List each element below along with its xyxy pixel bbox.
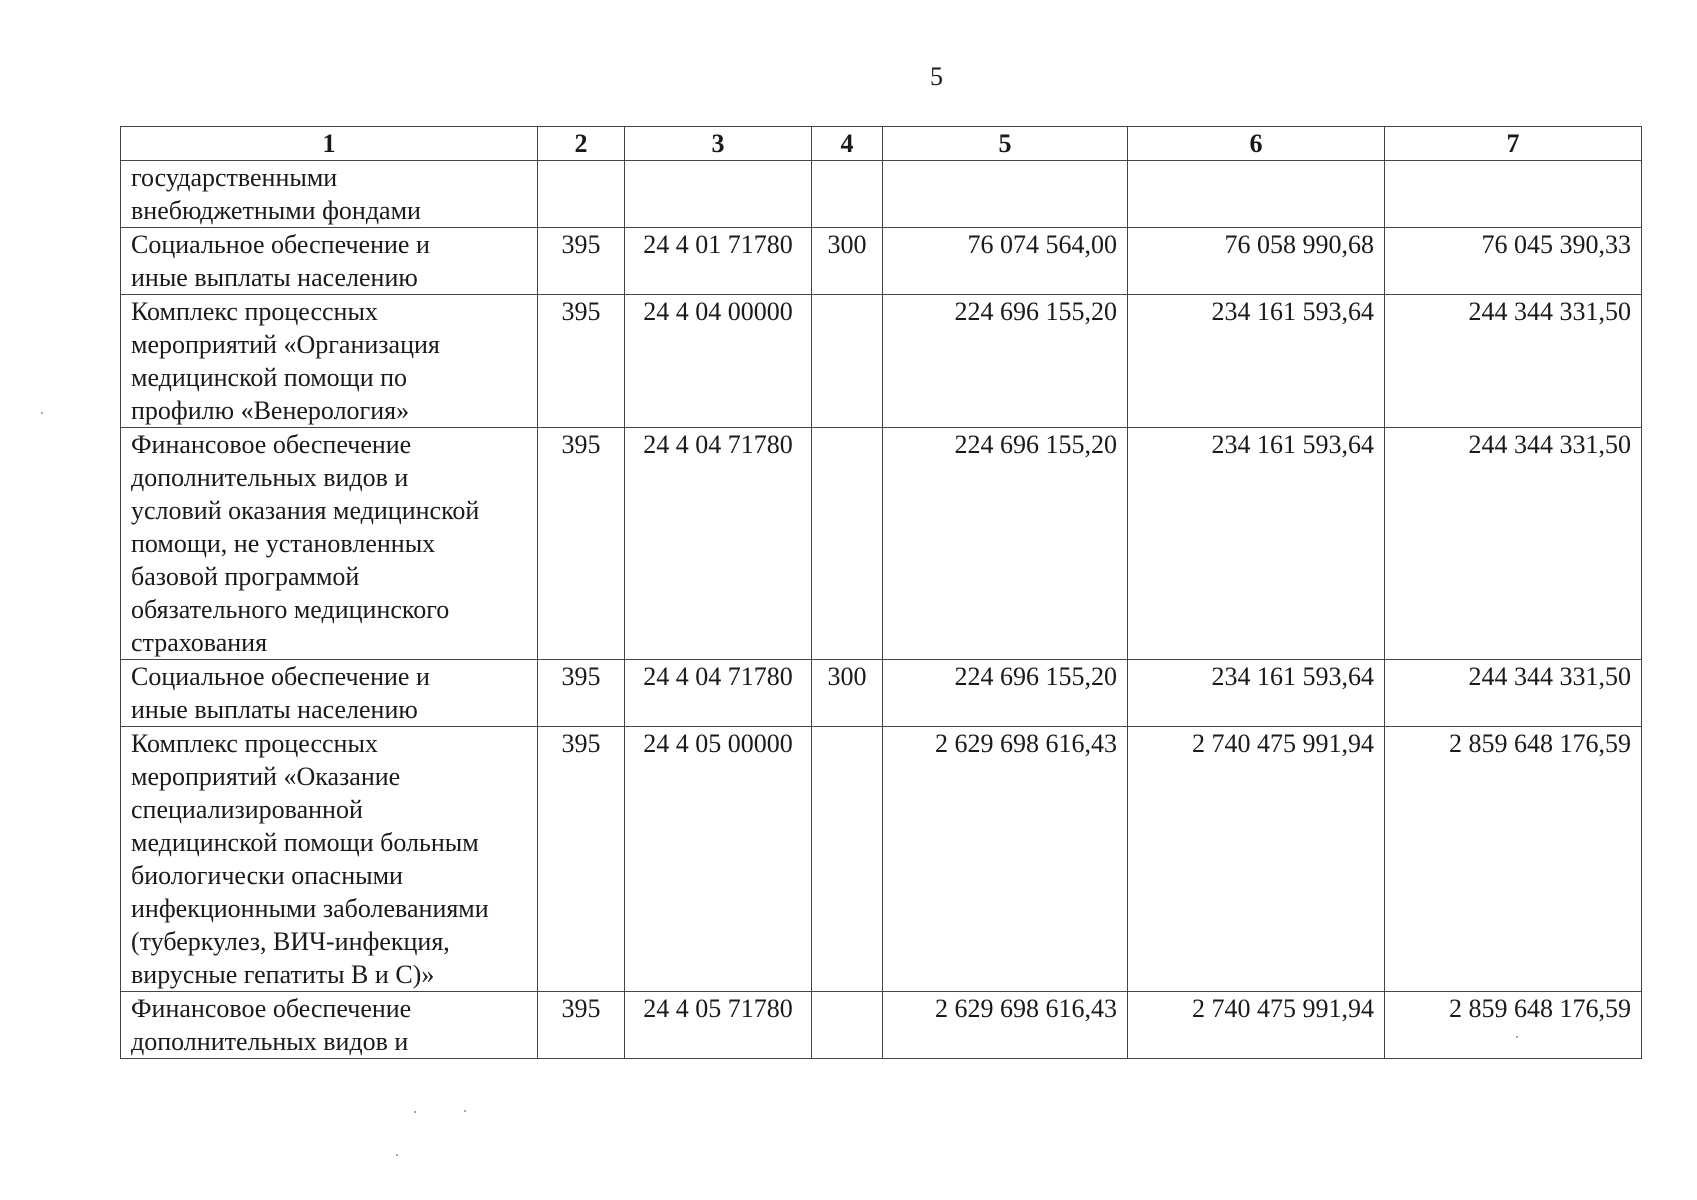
cell-amount-year3: 76 045 390,33 (1385, 228, 1642, 295)
cell-amount-year3: 2 859 648 176,59 (1385, 727, 1642, 992)
cell-amount-year2: 234 161 593,64 (1128, 295, 1385, 428)
cell-expense-type: 300 (812, 228, 883, 295)
cell-amount-year3: 2 859 648 176,59 (1385, 992, 1642, 1059)
cell-amount-year1: 224 696 155,20 (883, 660, 1128, 727)
cell-amount-year2 (1128, 161, 1385, 228)
budget-table (120, 126, 1642, 1059)
cell-amount-year1: 224 696 155,20 (883, 295, 1128, 428)
scan-speck (1516, 1036, 1518, 1038)
table-row (121, 727, 1642, 992)
cell-target-code (625, 161, 812, 228)
cell-amount-year2: 2 740 475 991,94 (1128, 727, 1385, 992)
row-name: государственными внебюджетными фондами (121, 161, 538, 228)
scan-speck (464, 1110, 466, 1112)
table-row (121, 660, 1642, 727)
cell-expense-type (812, 992, 883, 1059)
scan-speck (41, 412, 43, 414)
cell-amount-year2: 2 740 475 991,94 (1128, 992, 1385, 1059)
cell-amount-year1: 2 629 698 616,43 (883, 992, 1128, 1059)
column-header-2: 2 (538, 127, 625, 161)
cell-target-code: 24 4 01 71780 (625, 228, 812, 295)
cell-ministry-code: 395 (538, 660, 625, 727)
cell-target-code: 24 4 05 71780 (625, 992, 812, 1059)
page-number: 5 (930, 62, 943, 91)
row-name: Финансовое обеспечение дополнительных видов и условий оказания медицинской помощи, не установленных базовой программой обязательного медицинского страхования (121, 428, 538, 660)
cell-amount-year2: 76 058 990,68 (1128, 228, 1385, 295)
table-row (121, 295, 1642, 428)
cell-amount-year1: 224 696 155,20 (883, 428, 1128, 660)
cell-ministry-code: 395 (538, 992, 625, 1059)
table-row (121, 228, 1642, 295)
scan-speck (414, 1111, 416, 1113)
cell-amount-year2: 234 161 593,64 (1128, 428, 1385, 660)
cell-amount-year3: 244 344 331,50 (1385, 428, 1642, 660)
cell-ministry-code (538, 161, 625, 228)
column-header-6: 6 (1128, 127, 1385, 161)
cell-expense-type (812, 727, 883, 992)
row-name: Социальное обеспечение и иные выплаты населению (121, 660, 538, 727)
column-header-7: 7 (1385, 127, 1642, 161)
cell-amount-year3: 244 344 331,50 (1385, 660, 1642, 727)
cell-amount-year1 (883, 161, 1128, 228)
cell-amount-year2: 234 161 593,64 (1128, 660, 1385, 727)
row-name: Комплекс процессных мероприятий «Организация медицинской помощи по профилю «Венерология» (121, 295, 538, 428)
cell-ministry-code: 395 (538, 727, 625, 992)
cell-amount-year3: 244 344 331,50 (1385, 295, 1642, 428)
table-row (121, 161, 1642, 228)
cell-amount-year1: 2 629 698 616,43 (883, 727, 1128, 992)
cell-ministry-code: 395 (538, 428, 625, 660)
row-name: Социальное обеспечение и иные выплаты населению (121, 228, 538, 295)
row-name: Комплекс процессных мероприятий «Оказание специализированной медицинской помощи больным биологически опасными инфекционными заболеваниями (туберкулез, ВИЧ-инфекция, вирусные гепатиты В и С)» (121, 727, 538, 992)
cell-expense-type (812, 161, 883, 228)
row-name: Финансовое обеспечение дополнительных видов и (121, 992, 538, 1059)
header-row (121, 127, 1642, 161)
cell-ministry-code: 395 (538, 228, 625, 295)
cell-ministry-code: 395 (538, 295, 625, 428)
cell-amount-year1: 76 074 564,00 (883, 228, 1128, 295)
cell-amount-year3 (1385, 161, 1642, 228)
cell-target-code: 24 4 04 00000 (625, 295, 812, 428)
column-header-1: 1 (121, 127, 538, 161)
cell-target-code: 24 4 05 00000 (625, 727, 812, 992)
cell-expense-type (812, 295, 883, 428)
column-header-5: 5 (883, 127, 1128, 161)
scan-speck (396, 1154, 398, 1156)
table-row (121, 428, 1642, 660)
cell-expense-type: 300 (812, 660, 883, 727)
cell-target-code: 24 4 04 71780 (625, 428, 812, 660)
cell-target-code: 24 4 04 71780 (625, 660, 812, 727)
column-header-3: 3 (625, 127, 812, 161)
column-header-4: 4 (812, 127, 883, 161)
table-row (121, 992, 1642, 1059)
cell-expense-type (812, 428, 883, 660)
